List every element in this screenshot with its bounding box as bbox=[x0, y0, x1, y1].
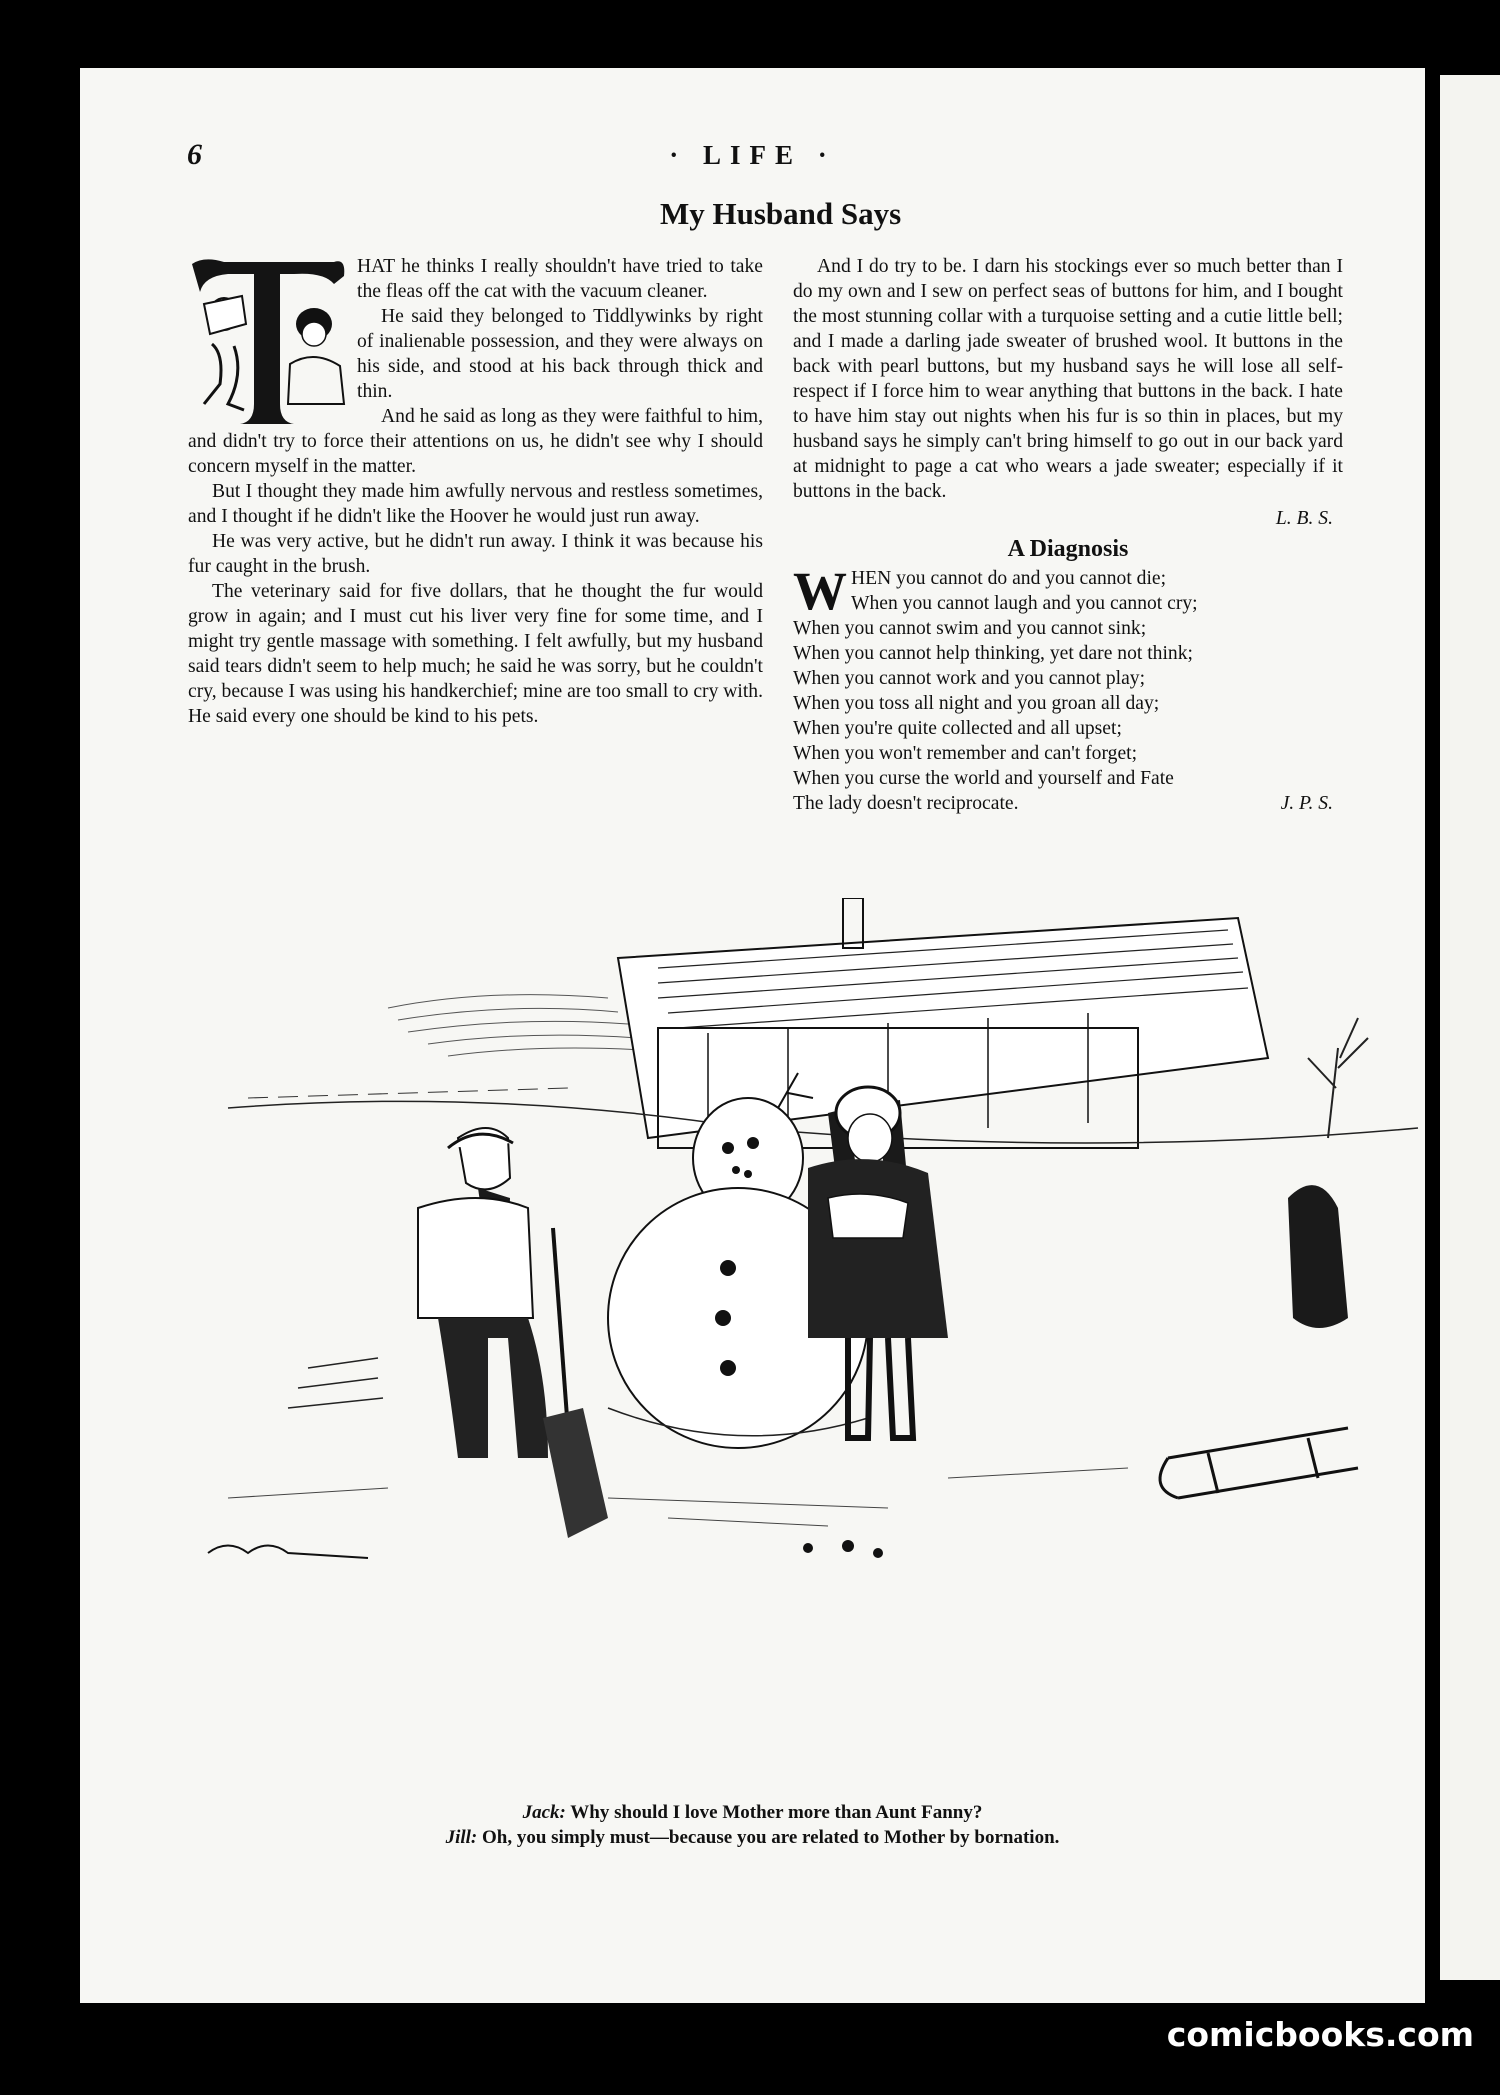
poem-line: When you cannot help thinking, yet dare not think; bbox=[793, 643, 1193, 664]
running-head: · LIFE · bbox=[669, 140, 836, 170]
poem-signature: J. P. S. bbox=[1280, 793, 1333, 814]
caption-text: Oh, you simply must—because you are related to Mother by bornation. bbox=[482, 1827, 1060, 1848]
page-gutter bbox=[1425, 60, 1440, 2010]
article-paragraph: HAT he thinks I really shouldn't have tried to take the fleas off the cat with the vacuum cleaner. bbox=[357, 256, 763, 302]
article-column-right bbox=[793, 254, 1343, 816]
article-paragraph: He was very active, but he didn't run away. I think it was because his fur caught in the brush. bbox=[188, 531, 763, 577]
caption-line-jill bbox=[80, 1825, 1425, 1850]
poem-line: When you curse the world and yourself and Fate bbox=[793, 768, 1174, 789]
caption-speaker: Jill: bbox=[445, 1827, 478, 1848]
article-paragraph: And he said as long as they were faithful to him, and didn't try to force their attentions on us, he didn't see why I should concern myself in the matter. bbox=[188, 406, 763, 477]
poem-line: When you won't remember and can't forget; bbox=[793, 743, 1138, 764]
poem-line: HEN you cannot do and you cannot die; bbox=[851, 568, 1167, 589]
article-title: My Husband Says bbox=[660, 196, 902, 231]
article-paragraph: He said they belonged to Tiddlywinks by right of inalienable possession, and they were always on his side, and stood at his back through thick and thin. bbox=[357, 306, 763, 402]
poem-line: When you cannot swim and you cannot sink; bbox=[793, 618, 1147, 639]
magazine-page bbox=[80, 68, 1425, 2003]
article-paragraph: But I thought they made him awfully nervous and restless sometimes, and I thought if he didn't like the Hoover he would just run away. bbox=[188, 481, 763, 527]
poem-title: A Diagnosis bbox=[1007, 536, 1129, 562]
article-paragraph: The veterinary said for five dollars, that he thought the fur would grow in again; and I must cut his liver very fine for some time, and I might try gentle massage with something. I felt awfully, but my husband said tears didn't seem to help much; he said he was sorry, but he couldn't cry, because I was using his handkerchief; mine are too small to cry with. He said every one should be kind to his pets. bbox=[188, 581, 763, 727]
caption-speaker: Jack: bbox=[522, 1802, 566, 1823]
poem-line: When you cannot work and you cannot play; bbox=[793, 668, 1146, 689]
article-paragraph: And I do try to be. I darn his stockings ever so much better than I do my own and I sew on perfect seas of buttons for him, and I bought the most stunning collar with a turquoise setting and a cutie little bell; and I made a darling jade sweater of brushed wool. It buttons in the back with pearl buttons, but my husband says he will lose all self-respect if I force him to wear anything that buttons in the back. I hate to have him stay out nights when his fur is so thin in places, but my husband says he simply can't bring himself to go out in our back yard at midnight to page a cat who wears a jade sweater; especially if it buttons in the back. bbox=[793, 256, 1343, 502]
poem-line: When you toss all night and you groan all day; bbox=[793, 693, 1160, 714]
caption-text: Why should I love Mother more than Aunt Fanny? bbox=[570, 1802, 983, 1823]
snowman-cartoon-icon bbox=[188, 898, 1423, 1598]
cartoon-caption bbox=[80, 1800, 1425, 1850]
watermark: comicbooks.com bbox=[1166, 2015, 1474, 2054]
boy-figure bbox=[418, 1128, 608, 1538]
page-number: 6 bbox=[187, 138, 202, 171]
article-signature: L. B. S. bbox=[1275, 508, 1333, 529]
poem-line: When you cannot laugh and you cannot cry; bbox=[851, 593, 1198, 614]
poem bbox=[793, 561, 1343, 816]
poem-dropcap: W bbox=[793, 561, 847, 621]
poem-line: When you're quite collected and all upset; bbox=[793, 718, 1122, 739]
poem-line: The lady doesn't reciprocate. bbox=[793, 793, 1019, 814]
facing-page-edge bbox=[1440, 75, 1500, 1980]
snowman-cartoon bbox=[188, 898, 1423, 1598]
sled-figure bbox=[1160, 1428, 1358, 1498]
dropcap-t-icon bbox=[184, 254, 349, 429]
caption-line-jack bbox=[80, 1800, 1425, 1825]
article-column-left bbox=[188, 254, 763, 729]
poem-last-line bbox=[793, 791, 1343, 816]
dropcap-illustration bbox=[184, 254, 349, 424]
